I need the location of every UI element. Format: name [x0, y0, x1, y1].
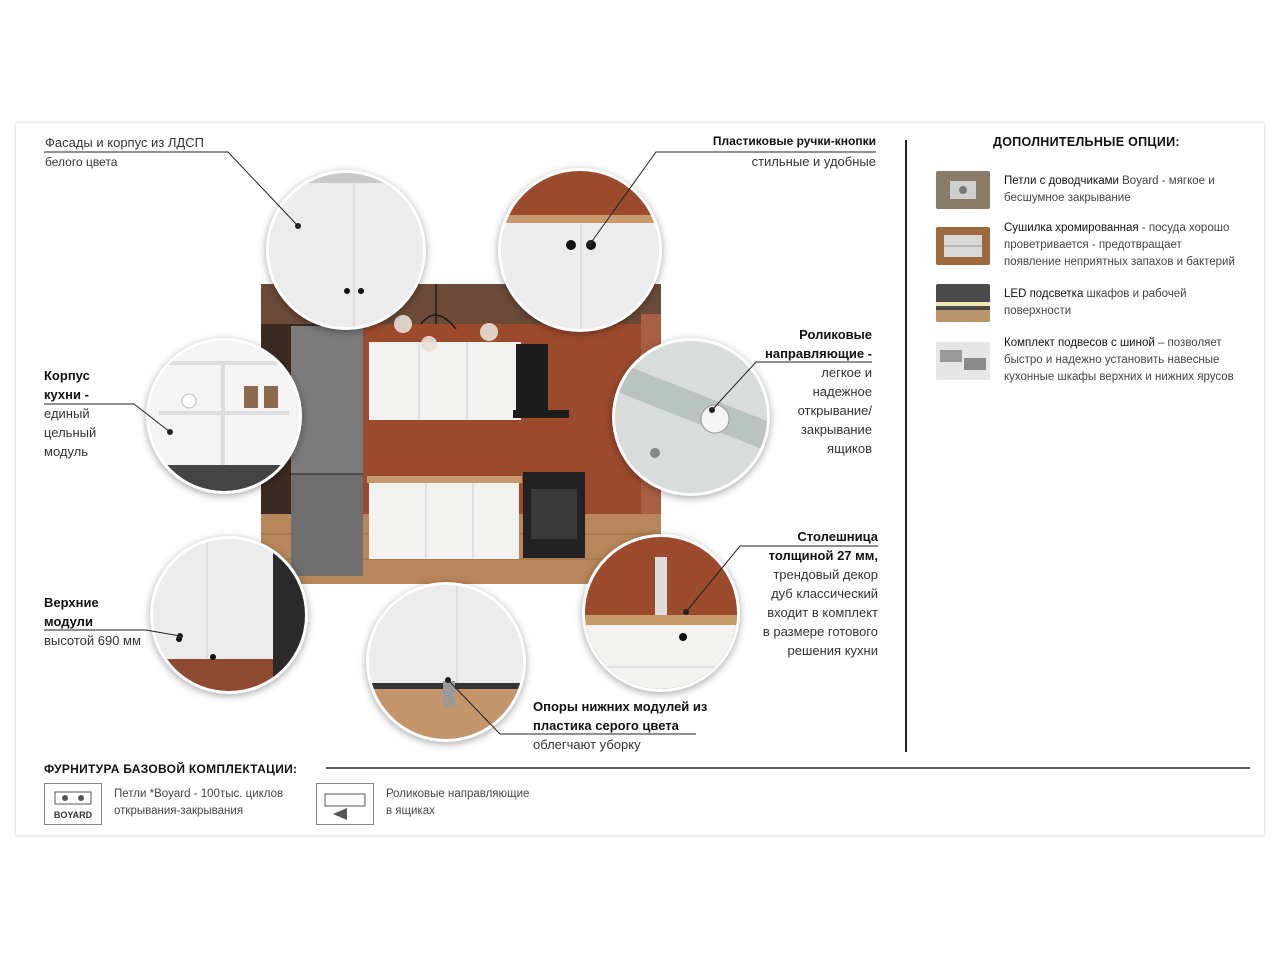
boyard-badge: BOYARD [53, 810, 93, 820]
callout-countertop-sub5: решения кухни [787, 643, 878, 658]
callout-body [44, 366, 144, 461]
hardware-heading: ФУРНИТУРА БАЗОВОЙ КОМПЛЕКТАЦИИ: [44, 762, 298, 776]
roller-guide-icon [316, 783, 374, 825]
hardware-item-hinges [114, 786, 283, 820]
callout-countertop-title1: Столешница [797, 529, 878, 544]
callout-countertop-sub4: в размере готового [762, 624, 878, 639]
callout-upper-title1: Верхние [44, 595, 99, 610]
hardware-rollers-line2: в ящиках [386, 805, 435, 817]
callout-upper-title2: модули [44, 614, 93, 629]
callout-rollers-sub2: надежное [812, 384, 872, 399]
option-dryer-line3: появление неприятных запахов и бактерий [1004, 256, 1235, 268]
callout-rollers-sub3: открывание/ [797, 403, 872, 418]
option-led-line2: поверхности [1004, 305, 1072, 317]
callout-supports-title1: Опоры нижних модулей из [533, 699, 708, 714]
callout-facades-sub: белого цвета [45, 155, 118, 169]
callout-facades-title: Фасады и корпус из ЛДСП [45, 135, 204, 150]
callout-upper [44, 593, 154, 650]
option-rail-line3: кухонные шкафы верхних и нижних ярусов [1004, 371, 1234, 383]
callout-countertop-sub3: входит в комплект [767, 605, 878, 620]
options-heading: ДОПОЛНИТЕЛЬНЫЕ ОПЦИИ: [993, 135, 1180, 149]
callout-supports [533, 697, 743, 754]
option-hinges-line1: Петли с доводчиками Boyard - мягкое и [1004, 175, 1215, 187]
callout-countertop-sub2: дуб классический [771, 586, 878, 601]
hinge-thumb-icon [936, 171, 990, 209]
boyard-hinge-icon [44, 783, 102, 825]
hardware-item-rollers [386, 786, 529, 820]
option-item-led [1004, 286, 1187, 320]
callout-countertop [740, 527, 878, 660]
callout-rollers-title1: Роликовые [799, 327, 872, 342]
callout-body-title1: Корпус [44, 368, 90, 383]
callout-body-sub3: модуль [44, 444, 89, 459]
callout-rollers-sub5: ящиков [827, 441, 872, 456]
callout-rollers [730, 325, 872, 458]
option-item-hinges [1004, 173, 1215, 207]
callout-rollers-sub1: легкое и [821, 365, 872, 380]
callout-body-sub1: единый [44, 406, 90, 421]
callout-countertop-title2: толщиной 27 мм, [768, 548, 878, 563]
option-led-line1: LED подсветка шкафов и рабочей [1004, 288, 1187, 300]
hardware-rollers-line1: Роликовые направляющие [386, 788, 530, 800]
rail-thumb-icon [936, 342, 990, 380]
led-thumb-icon [936, 284, 990, 322]
callout-supports-title2: пластика серого цвета [533, 718, 679, 733]
option-dryer-line1: Сушилка хромированная - посуда хорошо [1004, 222, 1230, 234]
callout-supports-sub: облегчают уборку [533, 737, 641, 752]
callout-body-title2: кухни - [44, 387, 89, 402]
hardware-hinges-line2: открывания-закрывания [114, 805, 244, 817]
callout-upper-sub: высотой 690 мм [44, 633, 141, 648]
option-dryer-line2: проветривается - предотвращает [1004, 239, 1182, 251]
option-hinges-line2: бесшумное закрывание [1004, 192, 1131, 204]
dryer-thumb-icon [936, 227, 990, 265]
callout-handles-sub: стильные и удобные [751, 154, 876, 169]
callout-countertop-sub1: трендовый декор [773, 567, 878, 582]
callout-rollers-sub4: закрывание [800, 422, 872, 437]
option-item-dryer [1004, 220, 1235, 271]
callout-body-sub2: цельный [44, 425, 97, 440]
option-rail-line2: быстро и надежно установить навесные [1004, 354, 1220, 366]
hardware-hinges-line1: Петли *Boyard - 100тыс. циклов [114, 788, 284, 800]
option-item-rail [1004, 335, 1234, 386]
option-rail-line1: Комплект подвесов с шиной – позволяет [1004, 337, 1222, 349]
callout-rollers-title2: направляющие - [764, 346, 872, 361]
callout-handles-title: Пластиковые ручки-кнопки [712, 134, 876, 148]
